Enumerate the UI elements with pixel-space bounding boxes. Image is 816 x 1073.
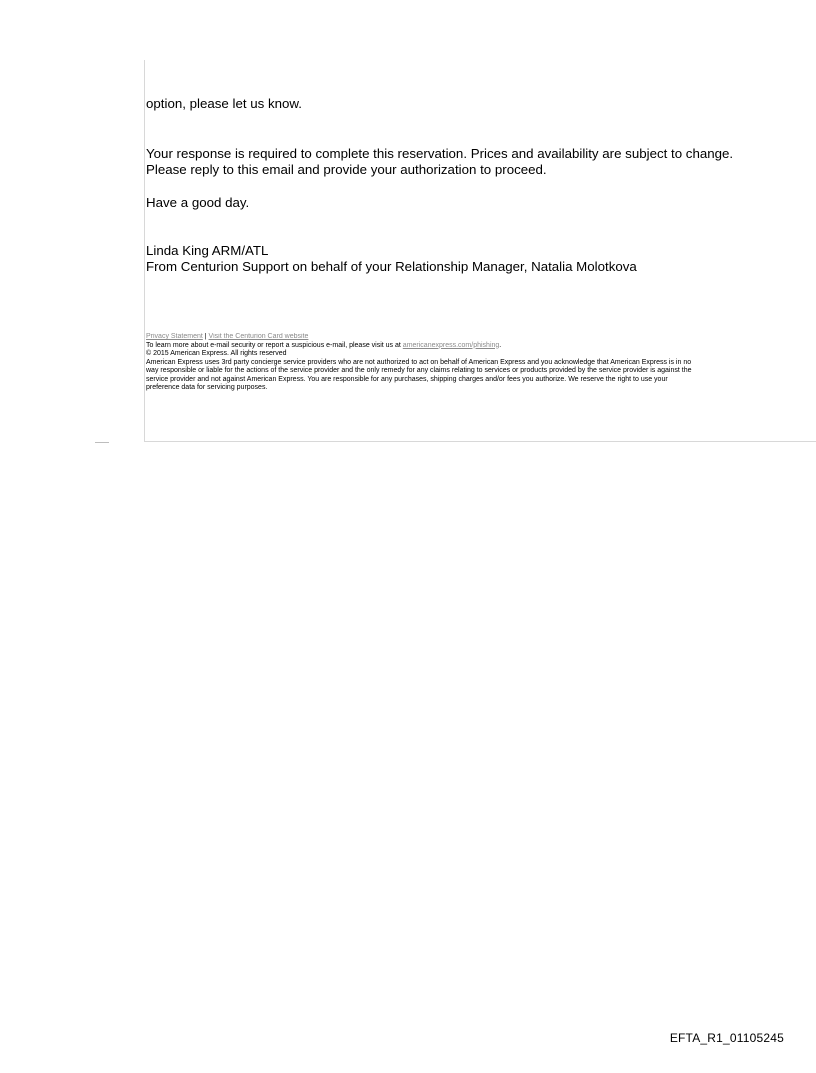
phishing-link[interactable]: americanexpress.com/phishing [402,341,500,349]
copyright-line: © 2015 American Express. All rights reserved [146,350,287,357]
footer-links-row [146,333,816,342]
privacy-statement-link[interactable]: Privacy Statement [146,333,203,340]
email-footer [146,333,816,393]
option-line: option, please let us know. [146,96,302,111]
disclaimer-line-4: preference data for servicing purposes. [146,384,268,391]
reply-instruction-line: Please reply to this email and provide your authorization to proceed. [146,162,547,177]
response-required-line: Your response is required to complete this reservation. Prices and availability are subject to change. [146,146,734,161]
closing-line: Have a good day. [146,195,250,210]
disclaimer-line-3: service provider and not against American Express. You are responsible for any purchases, shipping charges and/or fees you authorize. We reserve the right to use your [146,375,668,383]
footer-separator: | [204,333,207,340]
security-line [146,342,816,351]
disclaimer-line-1: American Express uses 3rd party concierge service providers who are not authorized to act on behalf of American Express and you acknowledge that American Express is in no [146,358,692,366]
document-id: EFTA_R1_01105245 [669,1031,784,1045]
security-text: To learn more about e-mail security or report a suspicious e-mail, please visit us at [146,341,401,349]
disclaimer-line-2: way responsible or liable for the actions of the service provider and the only remedy for any claims relating to services or products provided by the service provider is against the [146,367,692,374]
security-end: . [499,341,502,349]
signature-name: Linda King ARM/ATL [146,243,269,258]
centurion-website-link[interactable]: Visit the Centurion Card website [208,333,309,340]
signature-from: From Centurion Support on behalf of your Relationship Manager, Natalia Molotkova [146,259,637,274]
page-mark [95,442,109,443]
